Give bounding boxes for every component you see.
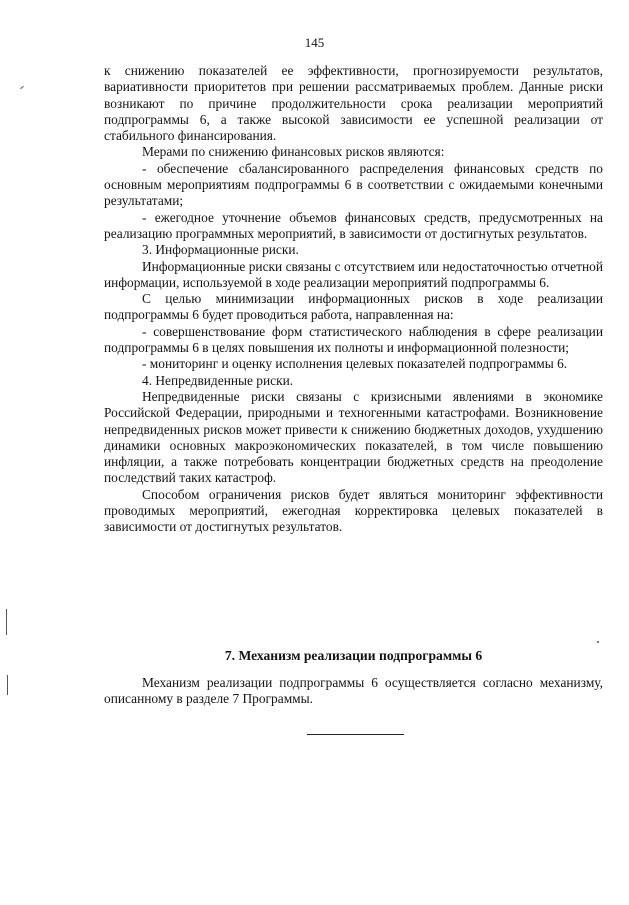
heading-unforeseen-risks: 4. Непредвиденные риски. xyxy=(142,372,294,388)
paragraph-measure-annual-adjustment: - ежегодное уточнение объемов финансовых средств, предусмотренных на реализацию программных мероприятий, в зависимости от достигнутых результатов. xyxy=(104,209,603,241)
paragraph-risk-limitation: Способом ограничения рисков будет являться мониторинг эффективности проводимых мероприятий, ежегодная корректировка целевых показателей в зависимости от достигнутых результатов. xyxy=(104,486,603,535)
heading-information-risks: 3. Информационные риски. xyxy=(142,242,299,258)
paragraph-measure-statistics: - совершенствование форм статистического наблюдения в сфере реализации подпрограммы 6 в целях повышения их полноты и информационной полезности; xyxy=(104,323,603,356)
paragraph-information-risks: Информационные риски связаны с отсутствием или недостаточностью отчетной информации, используемой в ходе реализации мероприятий подпрограммы 6. xyxy=(104,258,603,290)
paragraph-financial-measures-intro: Мерами по снижению финансовых рисков являются: xyxy=(142,144,445,160)
scan-mark xyxy=(20,86,24,89)
body-text xyxy=(104,63,603,536)
paragraph-measure-monitoring: - мониторинг и оценку исполнения целевых показателей подпрограммы 6. xyxy=(142,356,568,372)
scan-mark xyxy=(597,641,599,643)
scan-mark xyxy=(7,675,8,695)
paragraph-measure-balanced-distribution: - обеспечение сбалансированного распределения финансовых средств по основным мероприятиям подпрограммы 6 в соответствии с ожидаемыми конечными результатами; xyxy=(104,160,603,209)
paragraph-implementation-mechanism: Механизм реализации подпрограммы 6 осуществляется согласно механизму, описанному в разделе 7 Программы. xyxy=(104,675,603,707)
paragraph-unforeseen-risks: Непредвиденные риски связаны с кризисными явлениями в экономике Российской Федерации, природными и техногенными катастрофами. Возникновение непредвиденных рисков может привести к снижению бюджетных доходов, ухудшению динамики основных макроэкономических показателей, в том числе повышению инфляции, а также потребовать концентрации бюджетных средств на преодоление последствий таких катастроф. xyxy=(104,388,603,486)
paragraph-information-risk-minimization: С целью минимизации информационных рисков в ходе реализации подпрограммы 6 будет проводиться работа, направленная на: xyxy=(104,291,603,323)
end-rule xyxy=(307,734,404,735)
section-body xyxy=(104,675,603,708)
page-number: 145 xyxy=(304,35,325,50)
paragraph-risk-causes: к снижению показателей ее эффективности, прогнозируемости результатов, вариативности приоритетов при решении рассматриваемых проблем. Данные риски возникают по причине продолжительности срока реализации мероприятий подпрограммы 6, а также высокой зависимости ее успешной реализации от стабильного финансирования. xyxy=(104,63,603,144)
section-heading: 7. Механизм реализации подпрограммы 6 xyxy=(224,648,483,663)
scan-mark xyxy=(6,609,7,635)
